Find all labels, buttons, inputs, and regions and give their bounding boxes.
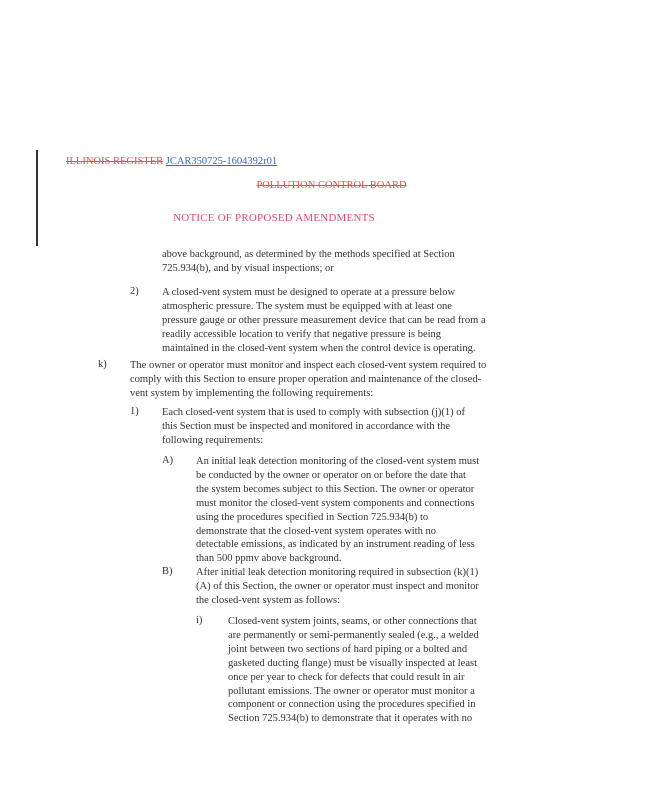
item-2-text: A closed-vent system must be designed to operate at a pressure below atmospheric pressure. The system must be equipped with at least one pressure gauge or other pressure measurement device that can be read from a readily accessible location to verify that negative pressure is being maintained in the closed-vent system when the control device is operating.	[162, 287, 486, 354]
item-k-label: k)	[98, 359, 107, 370]
revision-bar	[36, 150, 38, 246]
register-header	[66, 156, 277, 167]
item-B-text: After initial leak detection monitoring required in subsection (k)(1)(A) of this Section, the owner or operator must inspect and monitor the closed-vent system as follows:	[196, 567, 479, 606]
board-deleted: POLLUTION CONTROL BOARD	[256, 180, 407, 191]
item-i-text: Closed-vent system joints, seams, or other connections that are permanently or semi-permanently sealed (e.g., a welded joint between two sections of hard piping or a bolted and gasketed ducting flange) must be visually inspected at least once per year to check for defects that could result in air pollutant emissions. The owner or operator must monitor a component or connection using the procedures specified in Section 725.934(b) to demonstrate that it operates with no	[228, 616, 479, 725]
notice-title: NOTICE OF PROPOSED AMENDMENTS	[173, 212, 375, 224]
register-inserted: JCAR350725-1604392r01	[165, 156, 278, 167]
item-1-label: 1)	[130, 406, 139, 417]
item-i-label: i)	[196, 615, 203, 626]
item-B-label: B)	[162, 566, 173, 577]
item-2-label: 2)	[130, 286, 139, 297]
board-header	[0, 180, 665, 191]
item-A-text: An initial leak detection monitoring of the closed-vent system must be conducted by the owner or operator on or before the date that the system becomes subject to this Section. The owner or operator must monitor the closed-vent system components and connections using the procedures specified in Section 725.934(b) to demonstrate that the closed-vent system operates with no detectable emissions, as indicated by an instrument reading of less than 500 ppmv above background.	[196, 456, 480, 565]
item-k-text: The owner or operator must monitor and inspect each closed-vent system required to comply with this Section to ensure proper operation and maintenance of the closed-vent system by implementing the following requirements:	[130, 360, 487, 399]
item-1-text: Each closed-vent system that is used to comply with subsection (j)(1) of this Section must be inspected and monitored in accordance with the following requirements:	[162, 407, 465, 446]
register-deleted: ILLINOIS REGISTER	[66, 156, 164, 167]
continuation-paragraph: above background, as determined by the methods specified at Section 725.934(b), and by visual inspections; or	[162, 249, 455, 274]
item-A-label: A)	[162, 455, 174, 466]
